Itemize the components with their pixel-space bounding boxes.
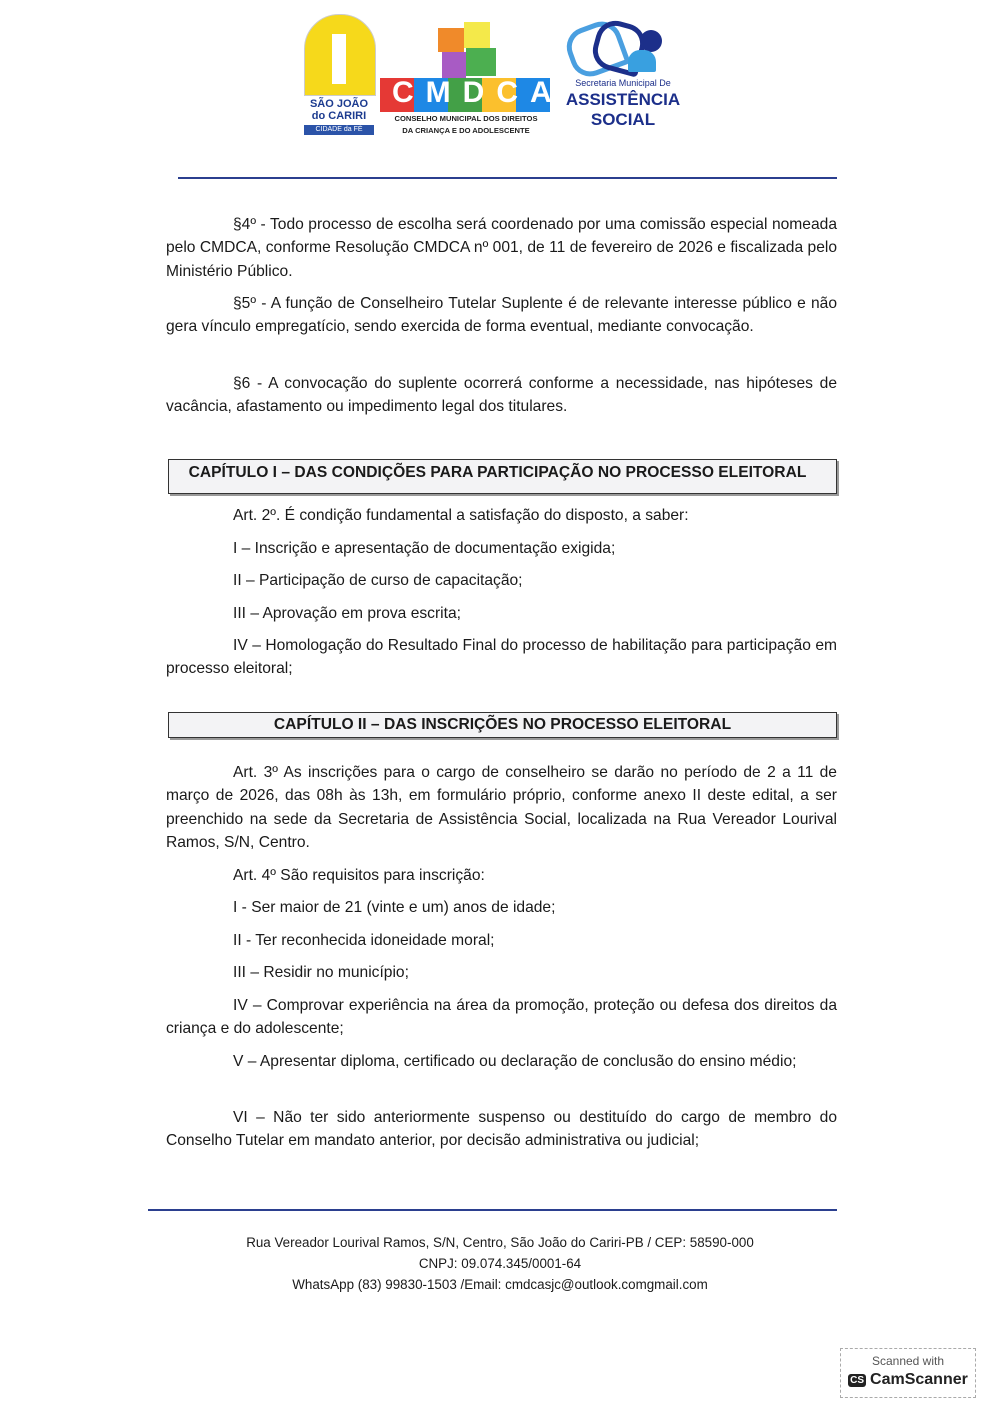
footer-cnpj: CNPJ: 09.074.345/0001-64 bbox=[418, 1256, 582, 1271]
sao-joao-do-cariri-logo bbox=[302, 14, 376, 136]
logo-text: ASSISTÊNCIA bbox=[565, 90, 681, 109]
article-2-item: II – Participação de curso de capacitação; bbox=[233, 572, 523, 589]
article-4-item: V – Apresentar diploma, certificado ou declaração de conclusão do ensino médio; bbox=[233, 1053, 797, 1070]
footer-address: Rua Vereador Lourival Ramos, S/N, Centro, São João do Cariri-PB / CEP: 58590-000 bbox=[246, 1235, 754, 1250]
footer-contact: WhatsApp (83) 99830-1503 /Email: cmdcasjc@outlook.comgmail.com bbox=[292, 1277, 708, 1292]
people-icon bbox=[640, 30, 662, 52]
paragraph-5: §5º - A função de Conselheiro Tutelar Suplente é de relevante interesse público e não gera vínculo empregatício, sendo exercida de forma eventual, mediante convocação. bbox=[166, 295, 837, 336]
cmdca-title: CMDCA bbox=[392, 76, 564, 109]
logo-text: do CARIRI bbox=[311, 110, 367, 122]
article-2-item: I – Inscrição e apresentação de documentação exigida; bbox=[233, 540, 616, 557]
paragraph-6: §6 - A convocação do suplente ocorrerá conforme a necessidade, nas hipóteses de vacância, afastamento ou impedimento legal dos titulares. bbox=[166, 375, 837, 416]
article-4-item: III – Residir no município; bbox=[233, 964, 409, 981]
article-4-item: II - Ter reconhecida idoneidade moral; bbox=[233, 932, 495, 949]
header-divider bbox=[178, 177, 837, 179]
badge-brand: CamScanner bbox=[870, 1371, 968, 1388]
article-4-item: VI – Não ter sido anteriormente suspenso ou destituído do cargo de membro do Conselho Tutelar em mandato anterior, por decisão administrativa ou judicial; bbox=[166, 1109, 837, 1150]
assistencia-social-logo bbox=[558, 20, 688, 135]
article-4-item: I - Ser maior de 21 (vinte e um) anos de idade; bbox=[233, 899, 556, 916]
logo-text: SOCIAL bbox=[590, 110, 656, 129]
logo-text: Secretaria Municipal De bbox=[575, 78, 671, 88]
camscanner-badge bbox=[840, 1348, 976, 1398]
chapter-1-heading: CAPÍTULO I – DAS CONDIÇÕES PARA PARTICIPAÇÃO NO PROCESSO ELEITORAL bbox=[168, 459, 837, 494]
badge-caption: Scanned with bbox=[871, 1354, 945, 1368]
article-2: Art. 2º. É condição fundamental a satisfação do disposto, a saber: bbox=[233, 507, 689, 524]
chapter-2-heading: CAPÍTULO II – DAS INSCRIÇÕES NO PROCESSO ELEITORAL bbox=[168, 712, 837, 738]
cmdca-subtitle: CONSELHO MUNICIPAL DOS DIREITOS bbox=[394, 114, 538, 123]
article-2-item: IV – Homologação do Resultado Final do processo de habilitação para participação em processo eleitoral; bbox=[166, 637, 837, 678]
article-3: Art. 3º As inscrições para o cargo de conselheiro se darão no período de 2 a 11 de março de 2026, das 08h às 13h, em formulário próprio, conforme anexo II deste edital, a ser preenchido na sede da Secretaria de Assistência Social, localizada na Rua Vereador Lourival Ramos, S/N, Centro. bbox=[166, 764, 837, 851]
paragraph-4: §4º - Todo processo de escolha será coordenado por uma comissão especial nomeada pelo CMDCA, conforme Resolução CMDCA nº 001, de 11 de fevereiro de 2026 e fiscalizada pelo Ministério Público. bbox=[166, 216, 837, 280]
article-4: Art. 4º São requisitos para inscrição: bbox=[233, 867, 485, 884]
cmdca-subtitle: DA CRIANÇA E DO ADOLESCENTE bbox=[402, 126, 530, 135]
cmdca-logo bbox=[380, 22, 564, 138]
logo-text: SÃO JOÃO bbox=[309, 98, 369, 110]
logo-tag: CIDADE da FÉ bbox=[304, 125, 374, 135]
article-4-item: IV – Comprovar experiência na área da promoção, proteção ou defesa dos direitos da criança e do adolescente; bbox=[166, 997, 837, 1038]
camscanner-icon: CS bbox=[850, 1374, 865, 1386]
footer-divider bbox=[148, 1209, 837, 1211]
article-2-item: III – Aprovação em prova escrita; bbox=[233, 605, 461, 622]
